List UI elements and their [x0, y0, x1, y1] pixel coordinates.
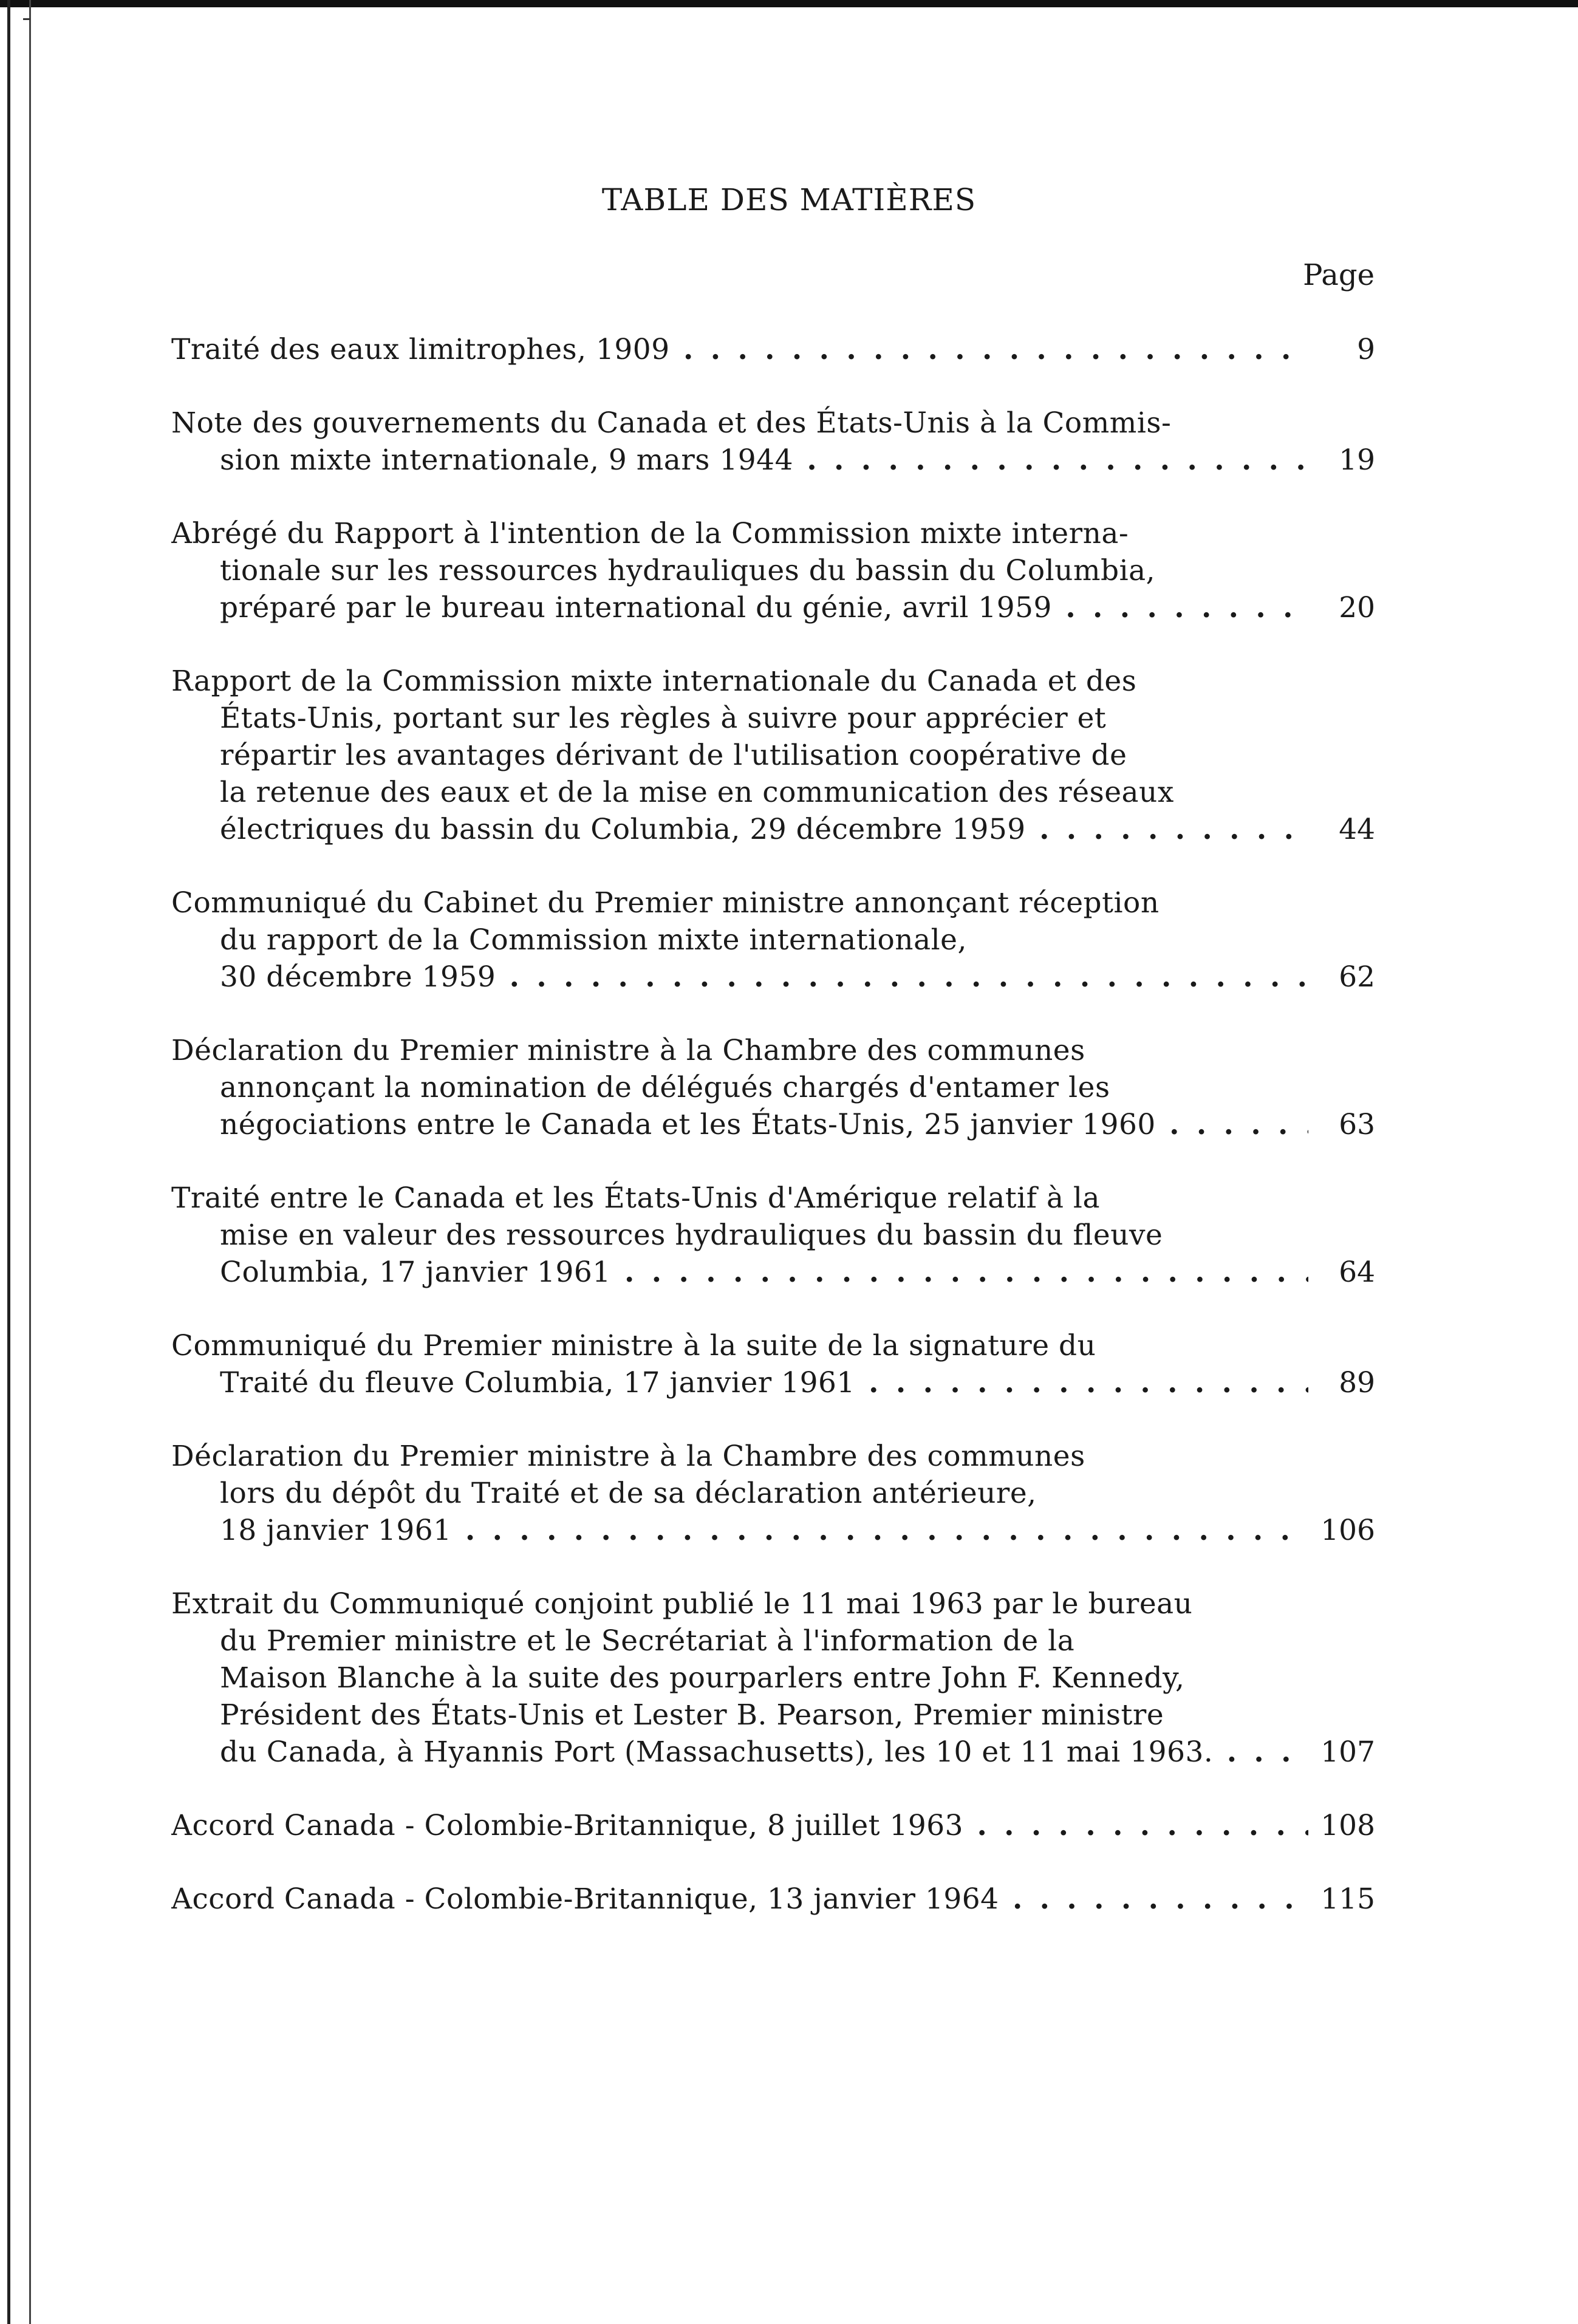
toc-entry-page-number: 115 — [1320, 1882, 1375, 1916]
page-title: TABLE DES MATIÈRES — [601, 182, 977, 217]
toc-entry-title — [171, 1438, 1308, 1549]
toc-entry-line: la retenue des eaux et de la mise en communication des réseaux — [220, 776, 1174, 809]
toc-entry-line: Abrégé du Rapport à l'intention de la Commission mixte interna- — [171, 517, 1129, 550]
toc-entry-page-number: 107 — [1320, 1735, 1375, 1769]
toc-entry-page-number: 106 — [1320, 1514, 1375, 1547]
toc-entry-page-number: 108 — [1320, 1809, 1375, 1842]
toc-entry — [171, 1807, 1375, 1844]
toc-entry-line: annonçant la nomination de délégués chargés d'entamer les — [220, 1071, 1110, 1104]
toc-entry-title — [171, 663, 1308, 848]
toc-entry-title — [171, 1881, 1308, 1918]
toc-entry-title — [171, 1327, 1308, 1401]
toc-entry-line: préparé par le bureau international du génie, avril 1959 . . . — [171, 589, 1308, 626]
toc-entry — [171, 1881, 1375, 1918]
toc-entry-title — [171, 1180, 1308, 1291]
toc-entry-title — [171, 331, 1308, 368]
toc-entry-line: Extrait du Communiqué conjoint publié le 11 mai 1963 par le bureau — [171, 1587, 1193, 1621]
toc-entry — [171, 663, 1375, 848]
toc-entry-line: Président des États-Unis et Lester B. Pearson, Premier ministre — [220, 1698, 1164, 1732]
table-of-contents — [171, 331, 1375, 1954]
toc-entry — [171, 515, 1375, 626]
toc-entry — [171, 1180, 1375, 1291]
scan-binding-line — [7, 0, 10, 2324]
toc-entry — [171, 1327, 1375, 1401]
toc-entry-line: tionale sur les ressources hydrauliques du bassin du Columbia, — [220, 554, 1156, 587]
toc-entry-line: Accord Canada - Colombie-Britannique, 8 juillet 1963 . . . — [171, 1807, 1308, 1844]
toc-entry-line: électriques du bassin du Columbia, 29 décembre 1959 . . . — [171, 811, 1308, 848]
toc-entry-line: 18 janvier 1961 . . . — [171, 1512, 1308, 1549]
toc-entry-line: Traité des eaux limitrophes, 1909 . . . — [171, 331, 1308, 368]
toc-entry-line: du Premier ministre et le Secrétariat à l'information de la — [220, 1624, 1075, 1658]
toc-entry-line: Communiqué du Premier ministre à la suite de la signature du — [171, 1329, 1096, 1362]
toc-entry — [171, 405, 1375, 479]
toc-entry-line: du rapport de la Commission mixte internationale, — [220, 923, 967, 957]
toc-entry-line: répartir les avantages dérivant de l'utilisation coopérative de — [220, 739, 1127, 772]
toc-entry-page-number: 89 — [1339, 1366, 1375, 1400]
toc-entry-title — [171, 1585, 1308, 1771]
toc-entry-line: Maison Blanche à la suite des pourparlers entre John F. Kennedy, — [220, 1661, 1185, 1695]
toc-entry-line: lors du dépôt du Traité et de sa déclaration antérieure, — [220, 1477, 1037, 1510]
toc-entry-line: Communiqué du Cabinet du Premier ministre annonçant réception — [171, 886, 1160, 920]
toc-entry-line: Rapport de la Commission mixte internationale du Canada et des — [171, 665, 1137, 698]
toc-entry-line: mise en valeur des ressources hydrauliques du bassin du fleuve — [220, 1218, 1163, 1252]
toc-entry-line: Traité entre le Canada et les États-Unis d'Amérique relatif à la — [171, 1181, 1100, 1215]
toc-entry — [171, 331, 1375, 368]
toc-entry-title — [171, 405, 1308, 479]
page-column-header: Page — [1303, 258, 1375, 292]
toc-entry-line: Déclaration du Premier ministre à la Chambre des communes — [171, 1034, 1085, 1067]
toc-entry-page-number: 19 — [1339, 443, 1375, 477]
toc-entry-page-number: 63 — [1339, 1108, 1375, 1141]
toc-entry-line: Traité du fleuve Columbia, 17 janvier 1961 . . . — [171, 1364, 1308, 1401]
toc-entry-line: Columbia, 17 janvier 1961 . . . — [171, 1254, 1308, 1291]
toc-entry — [171, 1032, 1375, 1143]
toc-entry-page-number: 64 — [1339, 1256, 1375, 1289]
toc-entry — [171, 884, 1375, 996]
toc-entry-line: États-Unis, portant sur les règles à suivre pour apprécier et — [220, 702, 1107, 735]
scan-border-top — [0, 0, 1578, 7]
toc-entry-page-number: 9 — [1357, 333, 1375, 366]
toc-entry-line: Déclaration du Premier ministre à la Chambre des communes — [171, 1440, 1085, 1473]
toc-entry-line: sion mixte internationale, 9 mars 1944 . . . — [171, 442, 1308, 479]
toc-entry-title — [171, 515, 1308, 626]
toc-entry-line: 30 décembre 1959 . . . — [171, 959, 1308, 996]
toc-entry-title — [171, 1807, 1308, 1844]
toc-entry — [171, 1438, 1375, 1549]
toc-entry-page-number: 62 — [1339, 960, 1375, 994]
toc-entry-page-number: 44 — [1339, 813, 1375, 846]
toc-entry-line: négociations entre le Canada et les États-Unis, 25 janvier 1960 . . . — [171, 1106, 1308, 1143]
toc-entry — [171, 1585, 1375, 1771]
scan-binding-line-inner — [29, 0, 31, 2324]
toc-entry-title — [171, 1032, 1308, 1143]
toc-entry-line: Note des gouvernements du Canada et des États-Unis à la Commis- — [171, 406, 1172, 440]
toc-entry-title — [171, 884, 1308, 996]
scan-mark — [23, 18, 30, 20]
toc-entry-page-number: 20 — [1339, 591, 1375, 624]
toc-entry-line: du Canada, à Hyannis Port (Massachusetts), les 10 et 11 mai 1963. . . . — [171, 1734, 1308, 1771]
toc-entry-line: Accord Canada - Colombie-Britannique, 13 janvier 1964 . . . — [171, 1881, 1308, 1918]
